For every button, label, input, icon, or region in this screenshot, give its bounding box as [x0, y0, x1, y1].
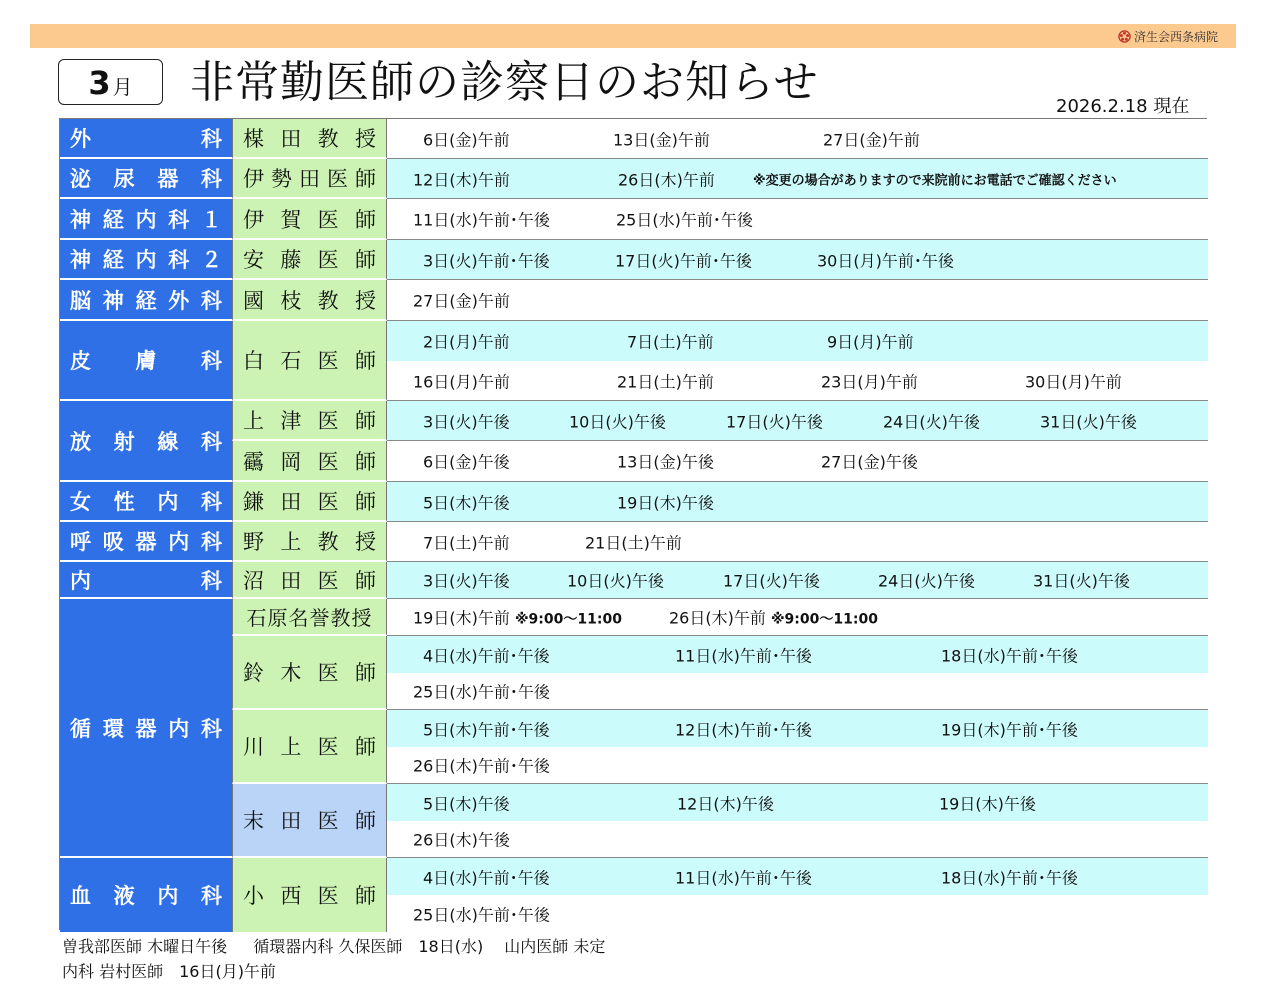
- schedule-date: 6日(金)午前: [423, 130, 510, 149]
- dept-hifu: [60, 321, 232, 401]
- schedule-date: 24日(火)午後: [883, 412, 980, 431]
- schedule-date: 31日(火)午後: [1033, 571, 1130, 591]
- schedule-date: 24日(火)午後: [878, 571, 975, 591]
- name-char: 器: [135, 716, 157, 741]
- name-char: 授: [354, 127, 376, 151]
- name-char: 安: [243, 248, 264, 272]
- name-char: 師: [354, 661, 376, 685]
- name-char: 教: [317, 530, 339, 554]
- name-char: 科: [168, 207, 190, 232]
- name-char: 内: [168, 716, 190, 741]
- schedule-date: 12日(木)午前: [413, 170, 510, 189]
- schedule-date: 30日(月)午前: [1025, 372, 1122, 391]
- name-char: 環: [102, 716, 124, 741]
- month-number: 3: [88, 64, 111, 102]
- schedule-date: 26日(木)午前 ※9:00～11:00: [669, 608, 878, 628]
- schedule-date: 13日(金)午後: [617, 452, 714, 472]
- schedule-date: 19日(木)午前 ※9:00～11:00: [413, 608, 622, 628]
- name-char: 液: [113, 884, 135, 908]
- name-char: 科: [200, 429, 222, 454]
- doctor-8: [232, 441, 387, 482]
- schedule-date: 3日(火)午後: [423, 571, 510, 591]
- schedule-row: [387, 895, 1208, 932]
- name-char: 伊: [243, 167, 264, 191]
- name-char: 経: [102, 248, 124, 272]
- dept-shinkei1: [60, 199, 232, 240]
- schedule-row: [387, 858, 1208, 895]
- schedule-date: 5日(木)午前･午後: [423, 720, 550, 739]
- name-char: 川: [243, 735, 264, 759]
- name-char: 内: [135, 207, 157, 232]
- schedule-date: 7日(土)午前: [627, 332, 714, 352]
- schedule-date: 17日(火)午後: [726, 412, 823, 431]
- schedule-date: 12日(木)午前･午後: [675, 720, 812, 739]
- hospital-logo-icon: [1118, 30, 1131, 43]
- name-char: 師: [355, 167, 376, 191]
- schedule-date: 5日(木)午後: [423, 794, 510, 813]
- name-char: 射: [113, 429, 135, 454]
- name-char: 師: [354, 568, 376, 593]
- schedule-row: [387, 280, 1208, 321]
- name-char: 師: [354, 490, 376, 514]
- name-char: 外: [168, 288, 190, 313]
- schedule-date: 27日(金)午前: [823, 130, 920, 149]
- name-char: 医: [317, 449, 339, 474]
- schedule-date: 23日(月)午前: [821, 372, 918, 391]
- name-char: 医: [317, 735, 339, 759]
- name-char: １: [201, 207, 222, 232]
- doctor-12: 石原名誉教授: [232, 599, 387, 636]
- schedule-date: 26日(木)午前･午後: [413, 756, 550, 776]
- name-char: 医: [317, 809, 339, 833]
- dept-ketsueki: [60, 858, 232, 932]
- name-char: 教: [317, 288, 339, 313]
- name-char: 放: [70, 429, 91, 454]
- schedule-date: 3日(火)午後: [423, 412, 510, 431]
- schedule-date: 18日(水)午前･午後: [941, 868, 1078, 887]
- name-char: 田: [280, 568, 302, 593]
- name-char: 上: [243, 409, 264, 433]
- name-char: 内: [157, 490, 179, 514]
- name-char: 器: [157, 167, 179, 191]
- name-char: 神: [70, 248, 91, 272]
- name-char: 西: [280, 884, 302, 908]
- name-char: 経: [135, 288, 157, 313]
- dept-junkanki: [60, 599, 232, 858]
- schedule-row: [387, 821, 1208, 858]
- name-char: 上: [280, 530, 302, 554]
- schedule-row: [387, 199, 1208, 240]
- name-char: 脳: [70, 288, 91, 313]
- name-char: 内: [168, 530, 190, 554]
- schedule-date: 11日(水)午前･午後: [675, 868, 812, 887]
- top-banner: [30, 24, 1236, 48]
- dept-hoshasen: [60, 401, 232, 482]
- name-char: 鎌: [243, 490, 264, 514]
- name-char: 科: [200, 490, 222, 514]
- footer-note-1: 曽我部医師 木曜日午後 循環器内科 久保医師 18日(水) 山内医師 未定: [62, 937, 606, 956]
- name-char: 野: [243, 530, 264, 554]
- dept-geka: [60, 119, 232, 159]
- dept-noushinkei: [60, 280, 232, 321]
- name-char: 授: [354, 288, 376, 313]
- name-char: 呼: [70, 530, 91, 554]
- name-char: 科: [201, 127, 222, 151]
- doctor-13: [232, 636, 387, 710]
- name-char: 賀: [280, 207, 302, 232]
- dept-kokyuki: [60, 522, 232, 562]
- dept-josei: [60, 482, 232, 522]
- name-char: 神: [70, 207, 91, 232]
- schedule-date: 21日(土)午前: [585, 533, 682, 552]
- doctor-11: [232, 562, 387, 599]
- schedule-row: [387, 747, 1208, 784]
- month-unit: 月: [112, 75, 133, 99]
- name-char: 師: [354, 248, 376, 272]
- schedule-row: [387, 240, 1208, 280]
- name-char: 田: [299, 167, 320, 191]
- name-char: 医: [317, 207, 339, 232]
- doctor-4: [232, 240, 387, 280]
- schedule-date: 11日(水)午前･午後: [413, 210, 550, 230]
- name-char: 尿: [113, 167, 135, 191]
- name-char: 鈴: [243, 661, 264, 685]
- schedule-date: 27日(金)午前: [413, 291, 510, 311]
- schedule-date: 11日(水)午前･午後: [675, 646, 812, 665]
- schedule-row: [387, 361, 1208, 401]
- footer-note-2: 内科 岩村医師 16日(月)午前: [62, 962, 276, 981]
- name-char: 泌: [70, 167, 91, 191]
- schedule-date: 30日(月)午前･午後: [817, 251, 954, 270]
- dept-naika: [60, 562, 232, 599]
- name-char: 血: [70, 884, 91, 908]
- schedule-row: [387, 710, 1208, 747]
- schedule-date: 12日(木)午後: [677, 794, 774, 813]
- schedule-row: [387, 636, 1208, 673]
- schedule-date: 31日(火)午後: [1040, 412, 1137, 431]
- schedule-row: [387, 482, 1208, 522]
- doctor-6: [232, 321, 387, 401]
- schedule-date: 17日(火)午前･午後: [615, 251, 752, 270]
- name-char: 師: [354, 409, 376, 433]
- name-char: 白: [243, 349, 264, 373]
- name-char: 田: [280, 809, 302, 833]
- name-char: 医: [327, 167, 348, 191]
- schedule-date: 25日(水)午前･午後: [616, 210, 753, 230]
- schedule-date: 19日(木)午後: [617, 493, 714, 512]
- name-char: 勢: [271, 167, 292, 191]
- dept-hinyoki: [60, 159, 232, 199]
- name-char: 膚: [135, 349, 157, 373]
- schedule-row: [387, 119, 1208, 159]
- doctor-5: [232, 280, 387, 321]
- doctor-15: [232, 784, 387, 858]
- name-char: 田: [280, 127, 302, 151]
- name-char: 石: [280, 349, 302, 373]
- month-box: [58, 59, 163, 105]
- schedule-date: 27日(金)午後: [821, 452, 918, 472]
- schedule-row: [387, 784, 1208, 821]
- name-char: 医: [317, 349, 339, 373]
- as-of-date: 2026.2.18 現在: [1056, 96, 1190, 117]
- name-char: 師: [354, 449, 376, 474]
- name-char: 楳: [243, 127, 264, 151]
- name-char: 枝: [280, 288, 302, 313]
- name-char: 教: [317, 127, 339, 151]
- name-char: 内: [135, 248, 157, 272]
- name-char: 木: [280, 661, 302, 685]
- schedule-date: 4日(水)午前･午後: [423, 868, 550, 887]
- name-char: 医: [317, 490, 339, 514]
- schedule-date: 25日(水)午前･午後: [413, 905, 550, 924]
- schedule-row: [387, 673, 1208, 710]
- schedule-date: 19日(木)午後: [939, 794, 1036, 813]
- name-char: 師: [354, 809, 376, 833]
- name-char: 師: [354, 884, 376, 908]
- schedule-date: 6日(金)午後: [423, 452, 510, 472]
- name-char: 内: [70, 568, 91, 593]
- schedule-row: [387, 321, 1208, 361]
- hospital-name: 済生会西条病院: [1118, 28, 1218, 45]
- name-char: 科: [201, 349, 222, 373]
- name-char: 岡: [280, 449, 302, 474]
- schedule-row: [387, 159, 1208, 199]
- name-char: ２: [201, 248, 222, 272]
- name-char: 内: [157, 884, 179, 908]
- schedule-date: 25日(水)午前･午後: [413, 682, 550, 702]
- schedule-row: [387, 562, 1208, 599]
- name-char: 医: [317, 884, 339, 908]
- name-char: 医: [317, 409, 339, 433]
- name-char: 津: [280, 409, 302, 433]
- schedule-note: ※変更の場合がありますので来院前にお電話でご確認ください: [753, 173, 1117, 188]
- schedule-date: 3日(火)午前･午後: [423, 251, 550, 270]
- name-char: 性: [113, 490, 135, 514]
- name-char: 器: [135, 530, 157, 554]
- name-char: 伊: [243, 207, 264, 232]
- name-char: 医: [317, 661, 339, 685]
- name-char: 科: [201, 288, 222, 313]
- schedule-date: 13日(金)午前: [613, 130, 710, 149]
- name-char: 吸: [102, 530, 124, 554]
- doctor-1: [232, 119, 387, 159]
- name-char: 國: [243, 288, 264, 313]
- doctor-3: [232, 199, 387, 240]
- name-char: 循: [70, 716, 91, 741]
- name-char: 師: [354, 207, 376, 232]
- name-char: 経: [102, 207, 124, 232]
- schedule-date: 5日(木)午後: [423, 493, 510, 512]
- schedule-date: 9日(月)午前: [827, 332, 914, 352]
- schedule-date: 4日(水)午前･午後: [423, 646, 550, 665]
- dept-shinkei2: [60, 240, 232, 280]
- schedule-date: 7日(土)午前: [423, 533, 510, 552]
- schedule-date: 17日(火)午後: [723, 571, 820, 591]
- schedule-row: [387, 401, 1208, 441]
- name-char: 田: [280, 490, 302, 514]
- schedule-date: 19日(木)午前･午後: [941, 720, 1078, 739]
- name-char: 医: [317, 568, 339, 593]
- name-char: 科: [201, 568, 222, 593]
- schedule-date: 26日(木)午前: [618, 170, 715, 189]
- name-char: 科: [168, 248, 190, 272]
- name-char: 上: [280, 735, 302, 759]
- name-char: 小: [243, 884, 264, 908]
- schedule-row: [387, 599, 1208, 636]
- doctor-14: [232, 710, 387, 784]
- name-char: 線: [157, 429, 179, 454]
- name-char: 科: [200, 884, 222, 908]
- name-char: 師: [354, 349, 376, 373]
- schedule-date: 26日(木)午後: [413, 830, 510, 850]
- name-char: 沼: [243, 568, 264, 593]
- name-char: 靍: [243, 449, 264, 474]
- schedule-row: [387, 522, 1208, 562]
- name-char: 末: [243, 809, 264, 833]
- name-char: 皮: [70, 349, 91, 373]
- name-char: 外: [70, 127, 91, 151]
- schedule-table: [59, 118, 1207, 930]
- name-char: 科: [201, 716, 222, 741]
- name-char: 女: [70, 490, 91, 514]
- name-char: 神: [102, 288, 124, 313]
- name-char: 授: [354, 530, 376, 554]
- name-char: 科: [201, 530, 222, 554]
- doctor-2: [232, 159, 387, 199]
- name-char: 藤: [280, 248, 302, 272]
- schedule-date: 18日(水)午前･午後: [941, 646, 1078, 665]
- doctor-16: [232, 858, 387, 932]
- schedule-date: 10日(火)午後: [567, 571, 664, 591]
- schedule-date: 21日(土)午前: [617, 372, 714, 391]
- schedule-date: 16日(月)午前: [413, 372, 510, 391]
- name-char: 師: [354, 735, 376, 759]
- schedule-row: [387, 441, 1208, 482]
- schedule-date: 10日(火)午後: [569, 412, 666, 431]
- schedule-date: 2日(月)午前: [423, 332, 510, 352]
- doctor-10: [232, 522, 387, 562]
- doctor-7: [232, 401, 387, 441]
- name-char: 医: [317, 248, 339, 272]
- doctor-9: [232, 482, 387, 522]
- page-title: 非常勤医師の診察日のお知らせ: [190, 57, 819, 108]
- name-char: 科: [200, 167, 222, 191]
